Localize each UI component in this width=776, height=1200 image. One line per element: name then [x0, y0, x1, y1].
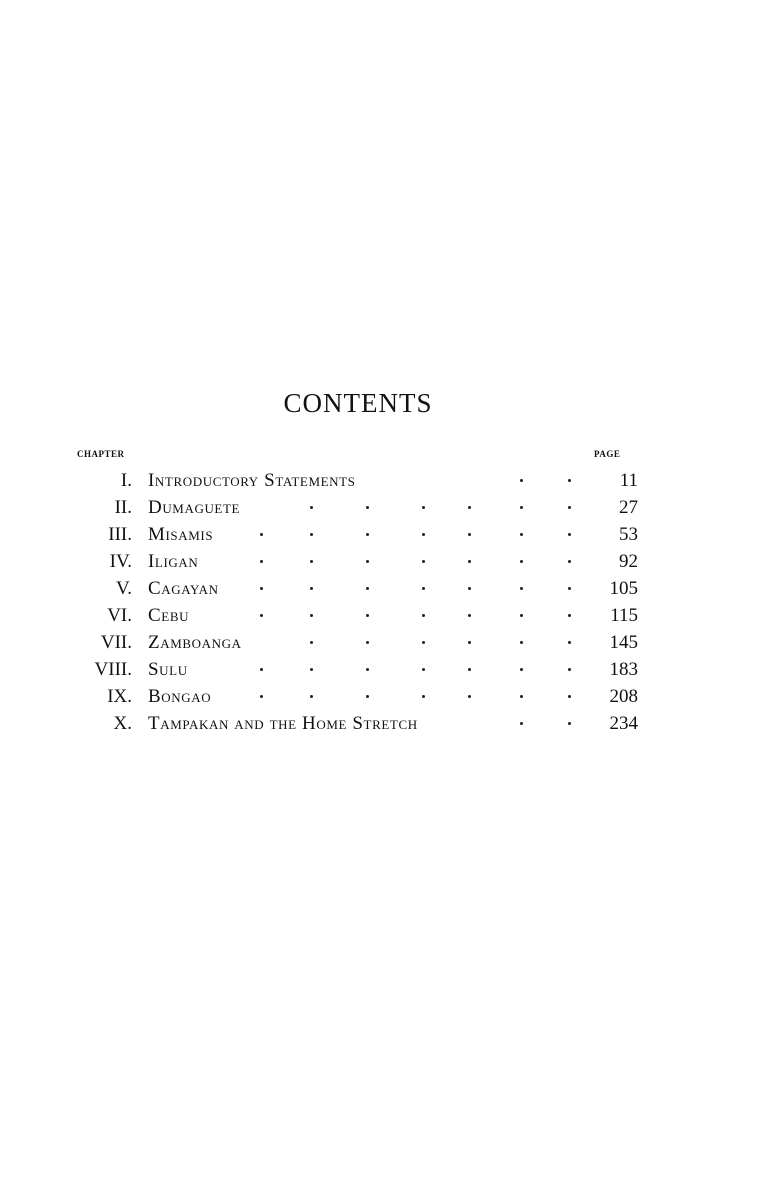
- dot-leader: [70, 713, 670, 737]
- leader-dot: [422, 641, 425, 644]
- leader-dot: [568, 533, 571, 536]
- leader-dot: [422, 668, 425, 671]
- leader-dot: [422, 695, 425, 698]
- toc-entry: [70, 713, 670, 737]
- chapter-title: Iligan: [148, 551, 199, 572]
- dot-leader: [70, 470, 670, 494]
- leader-dot: [520, 641, 523, 644]
- leader-dot: [520, 695, 523, 698]
- leader-dot: [310, 668, 313, 671]
- page-number: 92: [619, 551, 638, 572]
- toc-entry: [70, 632, 670, 656]
- leader-dot: [568, 668, 571, 671]
- leader-dot: [422, 587, 425, 590]
- dot-leader: [70, 686, 670, 710]
- leader-dot: [468, 506, 471, 509]
- page-number: 27: [619, 497, 638, 518]
- leader-dot: [366, 587, 369, 590]
- leader-dot: [568, 479, 571, 482]
- leader-dot: [366, 668, 369, 671]
- page-number: 208: [609, 686, 638, 707]
- chapter-title: Misamis: [148, 524, 214, 545]
- leader-dot: [366, 695, 369, 698]
- leader-dot: [568, 641, 571, 644]
- leader-dot: [366, 506, 369, 509]
- leader-dot: [310, 506, 313, 509]
- toc-entry: [70, 605, 670, 629]
- page-number: 115: [610, 605, 638, 626]
- leader-dot: [468, 560, 471, 563]
- chapter-title: Introductory Statements: [148, 470, 356, 491]
- page-number: 53: [619, 524, 638, 545]
- chapter-number: VIII.: [94, 659, 132, 680]
- leader-dot: [260, 560, 263, 563]
- toc-entry: [70, 524, 670, 548]
- toc-entry: [70, 551, 670, 575]
- toc-entry: [70, 578, 670, 602]
- dot-leader: [70, 605, 670, 629]
- page-number: 105: [609, 578, 638, 599]
- leader-dot: [568, 560, 571, 563]
- chapter-title: Dumaguete: [148, 497, 241, 518]
- leader-dot: [366, 641, 369, 644]
- leader-dot: [310, 587, 313, 590]
- dot-leader: [70, 524, 670, 548]
- chapter-title: Cagayan: [148, 578, 219, 599]
- chapter-number: V.: [115, 578, 132, 599]
- leader-dot: [366, 614, 369, 617]
- dot-leader: [70, 632, 670, 656]
- leader-dot: [520, 506, 523, 509]
- page-number: 234: [609, 713, 638, 734]
- leader-dot: [568, 506, 571, 509]
- leader-dot: [260, 614, 263, 617]
- leader-dot: [520, 560, 523, 563]
- toc-entry: [70, 686, 670, 710]
- leader-dot: [468, 668, 471, 671]
- leader-dot: [568, 614, 571, 617]
- toc-entry: [70, 470, 670, 494]
- leader-dot: [310, 560, 313, 563]
- leader-dot: [568, 722, 571, 725]
- leader-dot: [520, 614, 523, 617]
- chapter-title: Zamboanga: [148, 632, 242, 653]
- leader-dot: [260, 668, 263, 671]
- leader-dot: [520, 533, 523, 536]
- leader-dot: [310, 614, 313, 617]
- leader-dot: [468, 587, 471, 590]
- leader-dot: [568, 587, 571, 590]
- chapter-title: Sulu: [148, 659, 188, 680]
- leader-dot: [422, 614, 425, 617]
- leader-dot: [520, 587, 523, 590]
- chapter-number: VII.: [100, 632, 132, 653]
- leader-dot: [520, 722, 523, 725]
- chapter-number: IX.: [107, 686, 132, 707]
- leader-dot: [468, 641, 471, 644]
- leader-dot: [260, 695, 263, 698]
- dot-leader: [70, 551, 670, 575]
- chapter-number: II.: [114, 497, 132, 518]
- page-number: 145: [609, 632, 638, 653]
- chapter-column-label: CHAPTER: [77, 449, 125, 459]
- chapter-title: Tampakan and the Home Stretch: [148, 713, 418, 734]
- leader-dot: [366, 560, 369, 563]
- leader-dot: [422, 533, 425, 536]
- chapter-number: X.: [113, 713, 132, 734]
- leader-dot: [468, 695, 471, 698]
- leader-dot: [366, 533, 369, 536]
- chapter-title: Cebu: [148, 605, 190, 626]
- leader-dot: [422, 506, 425, 509]
- leader-dot: [310, 641, 313, 644]
- leader-dot: [568, 695, 571, 698]
- chapter-number: I.: [120, 470, 132, 491]
- toc-entry: [70, 659, 670, 683]
- leader-dot: [520, 479, 523, 482]
- page-number: 11: [619, 470, 638, 491]
- page-number: 183: [609, 659, 638, 680]
- page-title: CONTENTS: [283, 388, 433, 418]
- page-column-label: PAGE: [594, 449, 621, 459]
- leader-dot: [310, 533, 313, 536]
- leader-dot: [468, 614, 471, 617]
- chapter-number: IV.: [109, 551, 132, 572]
- chapter-number: III.: [108, 524, 132, 545]
- leader-dot: [520, 668, 523, 671]
- leader-dot: [468, 533, 471, 536]
- chapter-number: VI.: [107, 605, 132, 626]
- leader-dot: [422, 560, 425, 563]
- leader-dot: [260, 533, 263, 536]
- dot-leader: [70, 497, 670, 521]
- dot-leader: [70, 578, 670, 602]
- dot-leader: [70, 659, 670, 683]
- leader-dot: [310, 695, 313, 698]
- toc-entry: [70, 497, 670, 521]
- chapter-title: Bongao: [148, 686, 212, 707]
- leader-dot: [260, 587, 263, 590]
